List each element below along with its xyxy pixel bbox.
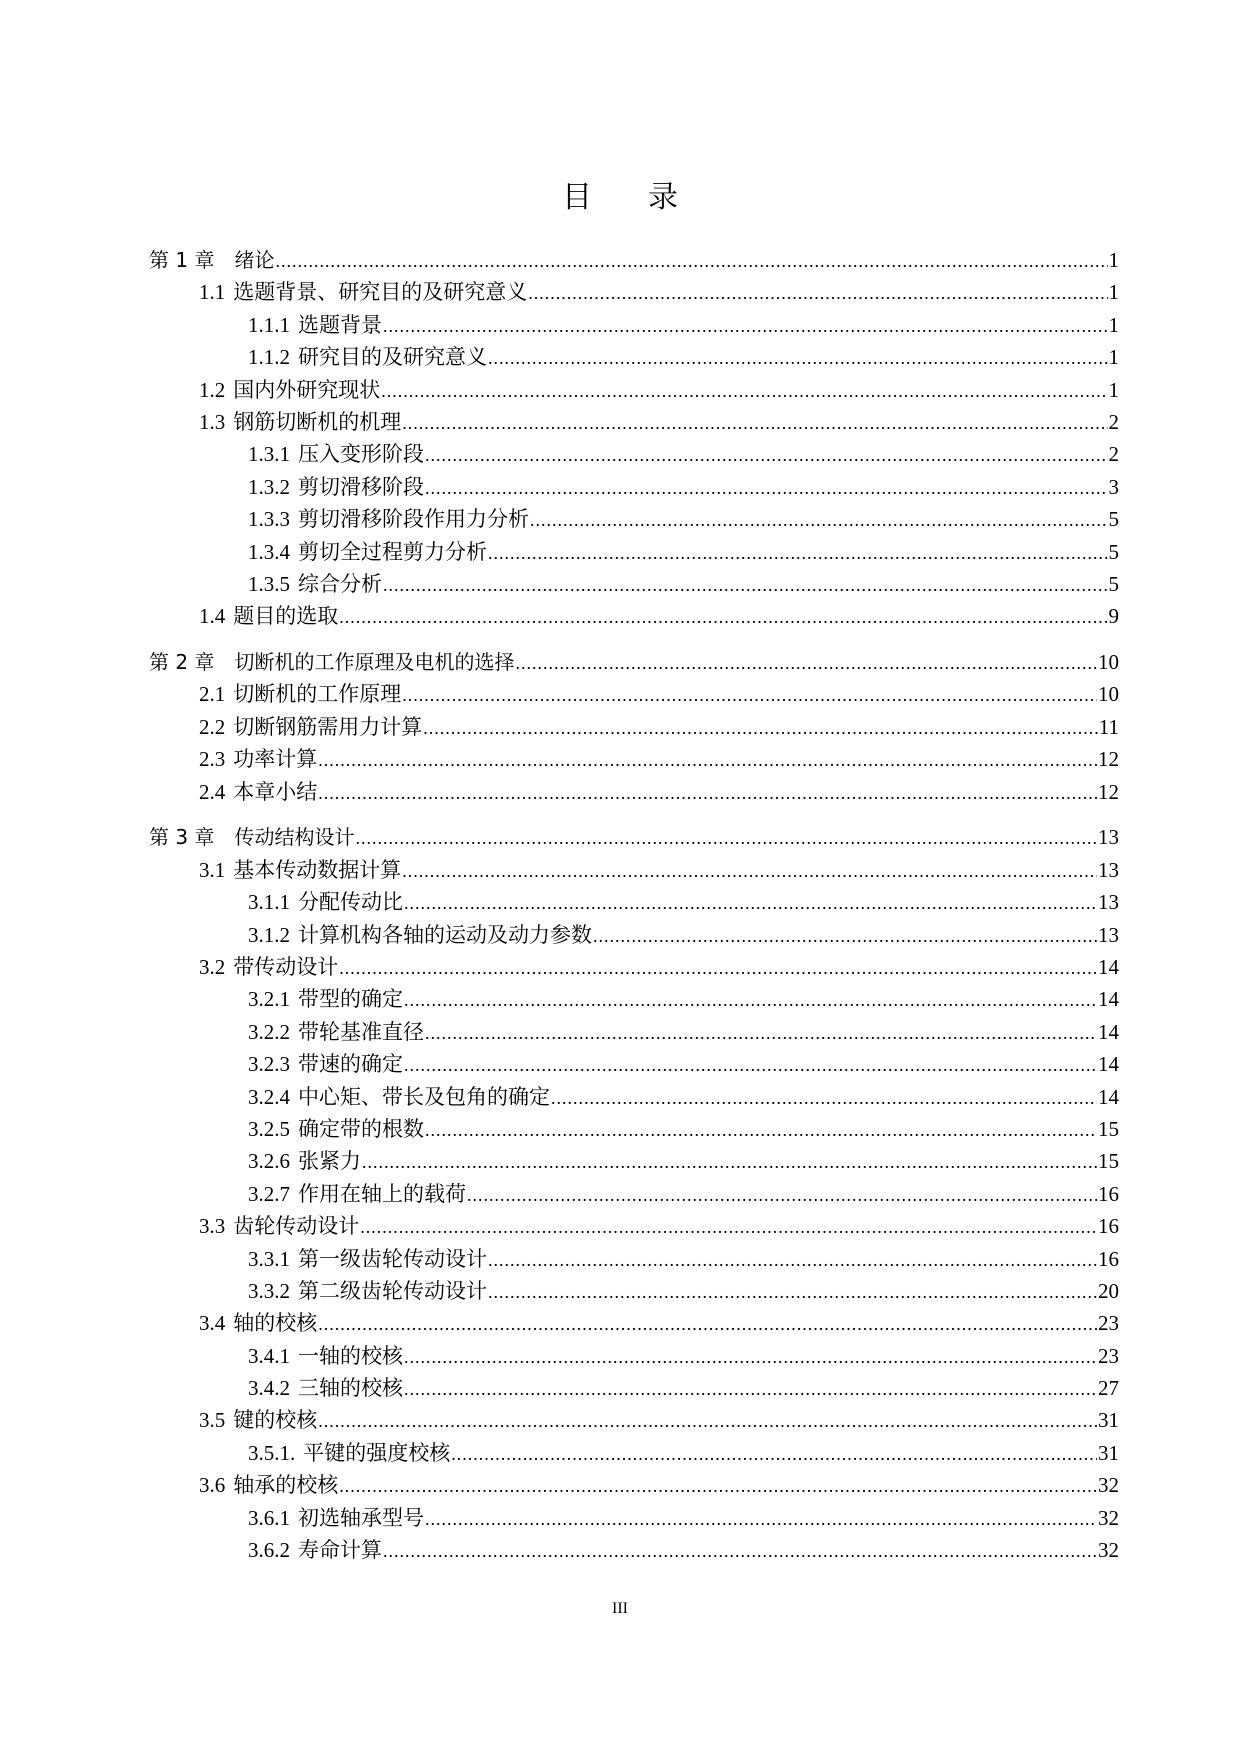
entry-page: 1 bbox=[1108, 248, 1119, 272]
dot-leader bbox=[362, 1145, 1097, 1178]
entry-number: 1.3.1 bbox=[248, 442, 290, 467]
dot-leader bbox=[488, 1243, 1097, 1276]
entry-number: 2.3 bbox=[199, 747, 226, 772]
entry-page: 2 bbox=[1108, 409, 1119, 434]
dot-leader bbox=[360, 1210, 1097, 1243]
entry-title: 寿命计算 bbox=[298, 1538, 382, 1563]
entry-number: 3.2.1 bbox=[248, 987, 290, 1012]
dot-leader bbox=[383, 309, 1108, 342]
entry-page: 14 bbox=[1098, 1052, 1119, 1077]
entry-number: 3.2.3 bbox=[248, 1052, 290, 1077]
entry-title: 三轴的校核 bbox=[298, 1376, 403, 1401]
toc-entry[interactable] bbox=[149, 600, 1119, 632]
title-char: 录 bbox=[648, 180, 678, 215]
entry-title: 带型的确定 bbox=[298, 987, 403, 1012]
toc-entry[interactable] bbox=[149, 1307, 1119, 1339]
entry-title: 第二级齿轮传动设计 bbox=[298, 1278, 487, 1303]
dot-leader bbox=[404, 886, 1097, 919]
entry-title: 选题背景 bbox=[298, 312, 382, 337]
entry-page: 31 bbox=[1098, 1408, 1119, 1433]
entry-number: 3.4.2 bbox=[248, 1376, 290, 1401]
dot-leader bbox=[275, 244, 1107, 277]
entry-page: 14 bbox=[1098, 987, 1119, 1012]
entry-title: 作用在轴上的载荷 bbox=[298, 1181, 466, 1206]
entry-page: 31 bbox=[1098, 1440, 1119, 1465]
entry-number: 3.1 bbox=[199, 857, 226, 882]
entry-title: 一轴的校核 bbox=[298, 1343, 403, 1368]
dot-leader bbox=[423, 711, 1098, 744]
entry-number: 3.3 bbox=[199, 1214, 226, 1239]
entry-page: 10 bbox=[1098, 682, 1119, 707]
entry-title: 第一级齿轮传动设计 bbox=[298, 1246, 487, 1271]
entry-number: 3.4 bbox=[199, 1311, 226, 1336]
toc-entry[interactable] bbox=[149, 1145, 1119, 1177]
toc-entry[interactable] bbox=[149, 951, 1119, 983]
dot-leader bbox=[467, 1178, 1097, 1211]
dot-leader bbox=[404, 983, 1097, 1016]
entry-title: 计算机构各轴的运动及动力参数 bbox=[298, 922, 592, 947]
toc-entry[interactable] bbox=[149, 1437, 1119, 1469]
entry-title: 功率计算 bbox=[233, 747, 318, 772]
entry-page: 2 bbox=[1108, 442, 1119, 467]
toc-entry[interactable] bbox=[149, 1404, 1119, 1436]
entry-title: 选题背景、研究目的及研究意义 bbox=[233, 280, 528, 305]
entry-title: 初选轴承型号 bbox=[298, 1505, 424, 1530]
dot-leader bbox=[339, 1469, 1097, 1502]
entry-page: 12 bbox=[1098, 747, 1119, 772]
toc-entry[interactable] bbox=[149, 438, 1119, 470]
toc-entry[interactable] bbox=[149, 919, 1119, 951]
entry-page: 14 bbox=[1098, 1084, 1119, 1109]
entry-title: 国内外研究现状 bbox=[233, 377, 381, 402]
entry-number: 3.5.1. bbox=[248, 1440, 296, 1465]
toc-entry[interactable] bbox=[149, 678, 1119, 710]
entry-number: 3.6.2 bbox=[248, 1538, 290, 1563]
entry-number: 3.6.1 bbox=[248, 1505, 290, 1530]
dot-leader bbox=[425, 1113, 1097, 1146]
toc-entry[interactable] bbox=[149, 1243, 1119, 1275]
toc-entry[interactable] bbox=[149, 1210, 1119, 1242]
entry-page: 13 bbox=[1098, 857, 1119, 882]
toc-entry[interactable] bbox=[149, 1275, 1119, 1307]
entry-number: 第 1 章 bbox=[149, 248, 215, 272]
toc-entry[interactable] bbox=[149, 1502, 1119, 1534]
entry-title: 中心矩、带长及包角的确定 bbox=[298, 1084, 550, 1109]
entry-page: 13 bbox=[1098, 825, 1119, 850]
entry-page: 10 bbox=[1098, 650, 1119, 675]
entry-number: 第 2 章 bbox=[149, 650, 215, 675]
entry-title: 题目的选取 bbox=[233, 604, 339, 629]
dot-leader bbox=[318, 776, 1097, 809]
toc-chapter-entry[interactable] bbox=[149, 646, 1119, 678]
entry-page: 5 bbox=[1108, 539, 1119, 564]
toc-entry[interactable] bbox=[149, 568, 1119, 600]
entry-title: 确定带的根数 bbox=[298, 1116, 424, 1141]
entry-number: 3.2.2 bbox=[248, 1019, 290, 1044]
dot-leader bbox=[402, 406, 1107, 439]
entry-number: 3.2.4 bbox=[248, 1084, 290, 1109]
toc-entry[interactable] bbox=[149, 1372, 1119, 1404]
entry-title: 轴的校核 bbox=[233, 1311, 318, 1336]
toc-entry[interactable] bbox=[149, 1016, 1119, 1048]
entry-title: 切断机的工作原理 bbox=[233, 682, 402, 707]
entry-page: 32 bbox=[1098, 1538, 1119, 1563]
dot-leader bbox=[425, 1016, 1097, 1049]
toc-entry[interactable] bbox=[149, 309, 1119, 341]
dot-leader bbox=[425, 438, 1108, 471]
entry-title: 切断钢筋需用力计算 bbox=[233, 714, 423, 739]
dot-leader bbox=[515, 646, 1097, 679]
entry-page: 32 bbox=[1098, 1505, 1119, 1530]
entry-page: 14 bbox=[1098, 1019, 1119, 1044]
entry-title: 剪切滑移阶段作用力分析 bbox=[298, 507, 529, 532]
entry-number: 3.1.1 bbox=[248, 890, 290, 915]
entry-page: 3 bbox=[1108, 474, 1119, 499]
dot-leader bbox=[488, 1275, 1097, 1308]
dot-leader bbox=[551, 1081, 1097, 1114]
toc-entry[interactable] bbox=[149, 536, 1119, 568]
entry-number: 1.3.5 bbox=[248, 571, 290, 596]
entry-page: 23 bbox=[1098, 1343, 1119, 1368]
toc-entry[interactable] bbox=[149, 471, 1119, 503]
entry-number: 第 3 章 bbox=[149, 825, 215, 850]
toc-chapter-entry[interactable] bbox=[149, 244, 1119, 276]
toc-entry[interactable] bbox=[149, 983, 1119, 1015]
page-title bbox=[0, 172, 1240, 216]
entry-title: 绪论 bbox=[234, 248, 275, 272]
dot-leader bbox=[593, 919, 1097, 952]
entry-number: 1.3.3 bbox=[248, 507, 290, 532]
dot-leader bbox=[402, 854, 1097, 887]
dot-leader bbox=[425, 1502, 1097, 1535]
entry-page: 11 bbox=[1098, 714, 1119, 739]
entry-page: 16 bbox=[1098, 1246, 1119, 1271]
entry-number: 1.4 bbox=[199, 604, 226, 629]
entry-title: 带速的确定 bbox=[298, 1052, 403, 1077]
toc-entry[interactable] bbox=[149, 1469, 1119, 1501]
entry-title: 钢筋切断机的机理 bbox=[233, 409, 402, 434]
entry-number: 1.1.1 bbox=[248, 312, 290, 337]
entry-number: 1.3.2 bbox=[248, 474, 290, 499]
entry-title: 键的校核 bbox=[233, 1408, 318, 1433]
entry-page: 16 bbox=[1098, 1214, 1119, 1239]
toc-entry[interactable] bbox=[149, 1534, 1119, 1566]
toc-entry[interactable] bbox=[149, 503, 1119, 535]
entry-title: 平键的强度校核 bbox=[303, 1440, 451, 1465]
toc-chapter-entry[interactable] bbox=[149, 821, 1119, 853]
toc-entry[interactable] bbox=[149, 406, 1119, 438]
title-char: 目 bbox=[562, 180, 592, 215]
entry-page: 14 bbox=[1098, 954, 1119, 979]
entry-number: 1.2 bbox=[199, 377, 226, 402]
entry-page: 32 bbox=[1098, 1473, 1119, 1498]
toc-entry[interactable] bbox=[149, 711, 1119, 743]
dot-leader bbox=[381, 374, 1107, 407]
dot-leader bbox=[383, 568, 1108, 601]
dot-leader bbox=[355, 821, 1097, 854]
entry-number: 3.2 bbox=[199, 954, 226, 979]
dot-leader bbox=[451, 1437, 1097, 1470]
entry-number: 3.2.7 bbox=[248, 1181, 290, 1206]
entry-number: 3.4.1 bbox=[248, 1343, 290, 1368]
toc-entry[interactable] bbox=[149, 776, 1119, 808]
entry-title: 剪切滑移阶段 bbox=[298, 474, 424, 499]
entry-title: 研究目的及研究意义 bbox=[298, 345, 487, 370]
entry-number: 3.3.1 bbox=[248, 1246, 290, 1271]
entry-page: 15 bbox=[1098, 1116, 1119, 1141]
entry-number: 2.2 bbox=[199, 714, 226, 739]
entry-number: 2.4 bbox=[199, 779, 226, 804]
dot-leader bbox=[530, 503, 1108, 536]
toc-entry[interactable] bbox=[149, 743, 1119, 775]
toc-entry[interactable] bbox=[149, 1340, 1119, 1372]
toc-entry[interactable] bbox=[149, 1113, 1119, 1145]
entry-number: 1.1.2 bbox=[248, 345, 290, 370]
dot-leader bbox=[383, 1534, 1097, 1567]
dot-leader bbox=[404, 1048, 1097, 1081]
entry-title: 带轮基准直径 bbox=[298, 1019, 424, 1044]
entry-title: 传动结构设计 bbox=[234, 825, 355, 850]
toc-entry[interactable] bbox=[149, 854, 1119, 886]
entry-page: 13 bbox=[1098, 922, 1119, 947]
entry-page: 9 bbox=[1108, 604, 1119, 629]
entry-page: 1 bbox=[1108, 345, 1119, 370]
dot-leader bbox=[404, 1340, 1097, 1373]
table-of-contents bbox=[149, 244, 1119, 1566]
entry-title: 齿轮传动设计 bbox=[233, 1214, 360, 1239]
entry-title: 压入变形阶段 bbox=[298, 442, 424, 467]
entry-title: 切断机的工作原理及电机的选择 bbox=[234, 650, 515, 675]
entry-title: 基本传动数据计算 bbox=[233, 857, 402, 882]
entry-number: 3.6 bbox=[199, 1473, 226, 1498]
entry-number: 3.2.6 bbox=[248, 1149, 290, 1174]
entry-page: 12 bbox=[1098, 779, 1119, 804]
entry-number: 3.1.2 bbox=[248, 922, 290, 947]
entry-number: 3.3.2 bbox=[248, 1278, 290, 1303]
entry-title: 带传动设计 bbox=[233, 954, 339, 979]
dot-leader bbox=[528, 276, 1107, 309]
entry-title: 轴承的校核 bbox=[233, 1473, 339, 1498]
entry-page: 5 bbox=[1108, 571, 1119, 596]
dot-leader bbox=[339, 951, 1097, 984]
entry-page: 1 bbox=[1108, 312, 1119, 337]
toc-entry[interactable] bbox=[149, 276, 1119, 308]
toc-entry[interactable] bbox=[149, 1178, 1119, 1210]
entry-page: 1 bbox=[1108, 280, 1119, 305]
toc-entry[interactable] bbox=[149, 341, 1119, 373]
entry-number: 3.2.5 bbox=[248, 1116, 290, 1141]
entry-page: 15 bbox=[1098, 1149, 1119, 1174]
entry-title: 张紧力 bbox=[298, 1149, 361, 1174]
toc-entry[interactable] bbox=[149, 1081, 1119, 1113]
toc-entry[interactable] bbox=[149, 374, 1119, 406]
toc-entry[interactable] bbox=[149, 1048, 1119, 1080]
entry-title: 剪切全过程剪力分析 bbox=[298, 539, 487, 564]
entry-title: 综合分析 bbox=[298, 571, 382, 596]
page-number: III bbox=[612, 1600, 628, 1617]
dot-leader bbox=[318, 1404, 1097, 1437]
entry-page: 13 bbox=[1098, 890, 1119, 915]
dot-leader bbox=[425, 471, 1108, 504]
dot-leader bbox=[488, 536, 1108, 569]
dot-leader bbox=[318, 1307, 1097, 1340]
entry-number: 1.3.4 bbox=[248, 539, 290, 564]
entry-title: 本章小结 bbox=[233, 779, 318, 804]
dot-leader bbox=[339, 600, 1107, 633]
toc-entry[interactable] bbox=[149, 886, 1119, 918]
entry-page: 20 bbox=[1098, 1278, 1119, 1303]
entry-page: 27 bbox=[1098, 1376, 1119, 1401]
entry-number: 1.3 bbox=[199, 409, 226, 434]
dot-leader bbox=[404, 1372, 1097, 1405]
dot-leader bbox=[402, 678, 1097, 711]
dot-leader bbox=[488, 341, 1108, 374]
entry-title: 分配传动比 bbox=[298, 890, 403, 915]
entry-page: 1 bbox=[1108, 377, 1119, 402]
entry-page: 16 bbox=[1098, 1181, 1119, 1206]
entry-page: 5 bbox=[1108, 507, 1119, 532]
entry-number: 3.5 bbox=[199, 1408, 226, 1433]
entry-number: 1.1 bbox=[199, 280, 226, 305]
entry-number: 2.1 bbox=[199, 682, 226, 707]
dot-leader bbox=[318, 743, 1097, 776]
entry-page: 23 bbox=[1098, 1311, 1119, 1336]
